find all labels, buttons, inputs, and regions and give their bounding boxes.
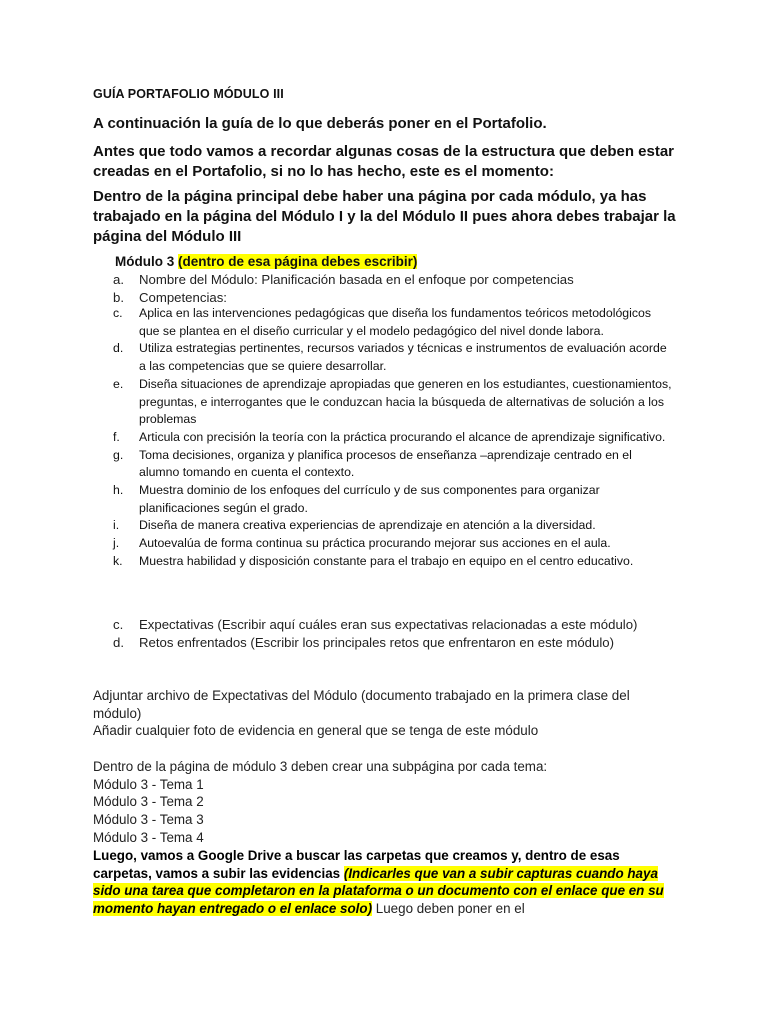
list-text: Articula con precisión la teoría con la práctica procurando el alcance de aprendizaje significativo. <box>139 429 666 444</box>
list-marker: b. <box>113 289 124 305</box>
document-title: GUÍA PORTAFOLIO MÓDULO III <box>93 87 284 101</box>
list-item <box>113 553 673 571</box>
tema-item: Módulo 3 - Tema 1 <box>93 776 204 792</box>
list-marker: d. <box>113 341 124 356</box>
list-item <box>113 535 673 553</box>
list-text: Muestra dominio de los enfoques del currículo y de sus componentes para organizar planificaciones según el grado. <box>139 483 600 515</box>
list-item <box>113 376 673 429</box>
adjuntar-block <box>93 687 673 740</box>
subpaginas-block <box>93 758 673 847</box>
list-item <box>113 289 673 307</box>
list-item <box>113 634 673 652</box>
list-marker: c. <box>113 306 123 320</box>
list-text: Retos enfrentados (Escribir los principales retos que enfrentaron en este módulo) <box>139 634 615 650</box>
adjuntar-line-2: Añadir cualquier foto de evidencia en general que se tenga de este módulo <box>93 723 539 739</box>
list-marker: a. <box>113 272 124 287</box>
list-text: Nombre del Módulo: Planificación basada en el enfoque por competencias <box>139 272 574 287</box>
list-marker: i. <box>113 518 120 533</box>
tema-item: Módulo 3 - Tema 3 <box>93 812 204 828</box>
list-top <box>113 271 673 306</box>
intro-line-2: Antes que todo vamos a recordar algunas cosas de la estructura que deben estar creadas en el Portafolio, si no lo has hecho, este es el momento: <box>93 143 675 180</box>
modulo-heading <box>115 254 417 269</box>
list-text: Utiliza estrategias pertinentes, recursos variados y técnicas e instrumentos de evaluación acorde a las competencias que se quiere desarrollar. <box>139 341 667 374</box>
list-text: Aplica en las intervenciones pedagógicas que diseña los fundamentos teóricos metodológicos que se plantea en el diseño curricular y el modelo pedagógico del nivel donde labora. <box>139 306 652 338</box>
list-text: Diseña de manera creativa experiencias de aprendizaje en atención a la diversidad. <box>139 518 596 533</box>
list-marker: k. <box>113 553 123 568</box>
list-marker: h. <box>113 483 124 498</box>
final-rest-text: Luego deben poner en el <box>375 901 525 917</box>
list-marker: f. <box>113 429 120 444</box>
list-text: Autoevalúa de forma continua su práctica procurando mejorar sus acciones en el aula. <box>139 536 611 551</box>
adjuntar-line-1: Adjuntar archivo de Expectativas del Módulo (documento trabajado en la primera clase del módulo) <box>93 688 630 721</box>
list-item <box>113 482 673 517</box>
list-item <box>113 616 673 634</box>
list-text: Toma decisiones, organiza y planifica procesos de enseñanza –aprendizaje centrado en el alumno tomando en cuenta el contexto. <box>139 447 632 480</box>
list-item <box>113 305 673 340</box>
list-item <box>113 340 673 375</box>
intro-line-3: Dentro de la página principal debe haber una página por cada módulo, ya has trabajado en la página del Módulo I y la del Módulo II pues ahora debes trabajar la página del Módulo III <box>93 188 676 245</box>
intro-line-1: A continuación la guía de lo que deberás poner en el Portafolio. <box>93 115 547 132</box>
list-marker: d. <box>113 634 124 650</box>
modulo-label: Módulo 3 <box>115 254 175 269</box>
list-item <box>113 429 673 447</box>
competencias-list <box>113 305 673 571</box>
list-text: Expectativas (Escribir aquí cuáles eran sus expectativas relacionadas a este módulo) <box>139 617 638 632</box>
list-text: Diseña situaciones de aprendizaje apropiadas que generen en los estudiantes, cuestionamientos, preguntas, e interrogantes que le conduzcan hacia la búsqueda de alternativas de solución a los problemas <box>139 376 672 427</box>
tema-item: Módulo 3 - Tema 4 <box>93 829 204 845</box>
final-highlight-text: (Indicarles que van a subir capturas cuando haya sido una tarea que completaron en la plataforma o un documento con el enlace que en su momento hayan entregado o el enlace solo) <box>93 865 664 917</box>
list-item <box>113 447 673 482</box>
list-text: Competencias: <box>139 289 227 305</box>
tema-item: Módulo 3 - Tema 2 <box>93 794 204 810</box>
list-marker: j. <box>113 536 120 551</box>
list-marker: g. <box>113 447 124 462</box>
list-bottom <box>113 616 673 651</box>
final-paragraph <box>93 847 673 918</box>
list-marker: c. <box>113 617 124 632</box>
list-item <box>113 517 673 535</box>
list-item <box>113 271 673 289</box>
subpaginas-intro: Dentro de la página de módulo 3 deben crear una subpágina por cada tema: <box>93 759 548 774</box>
list-text: Muestra habilidad y disposición constante para el trabajo en equipo en el centro educativo. <box>139 553 634 568</box>
list-marker: e. <box>113 376 124 391</box>
modulo-note: (dentro de esa página debes escribir) <box>178 254 418 269</box>
final-bold-text: Luego, vamos a Google Drive a buscar las carpetas que creamos y, dentro de esas carpetas, vamos a subir las evidencias <box>93 848 620 881</box>
